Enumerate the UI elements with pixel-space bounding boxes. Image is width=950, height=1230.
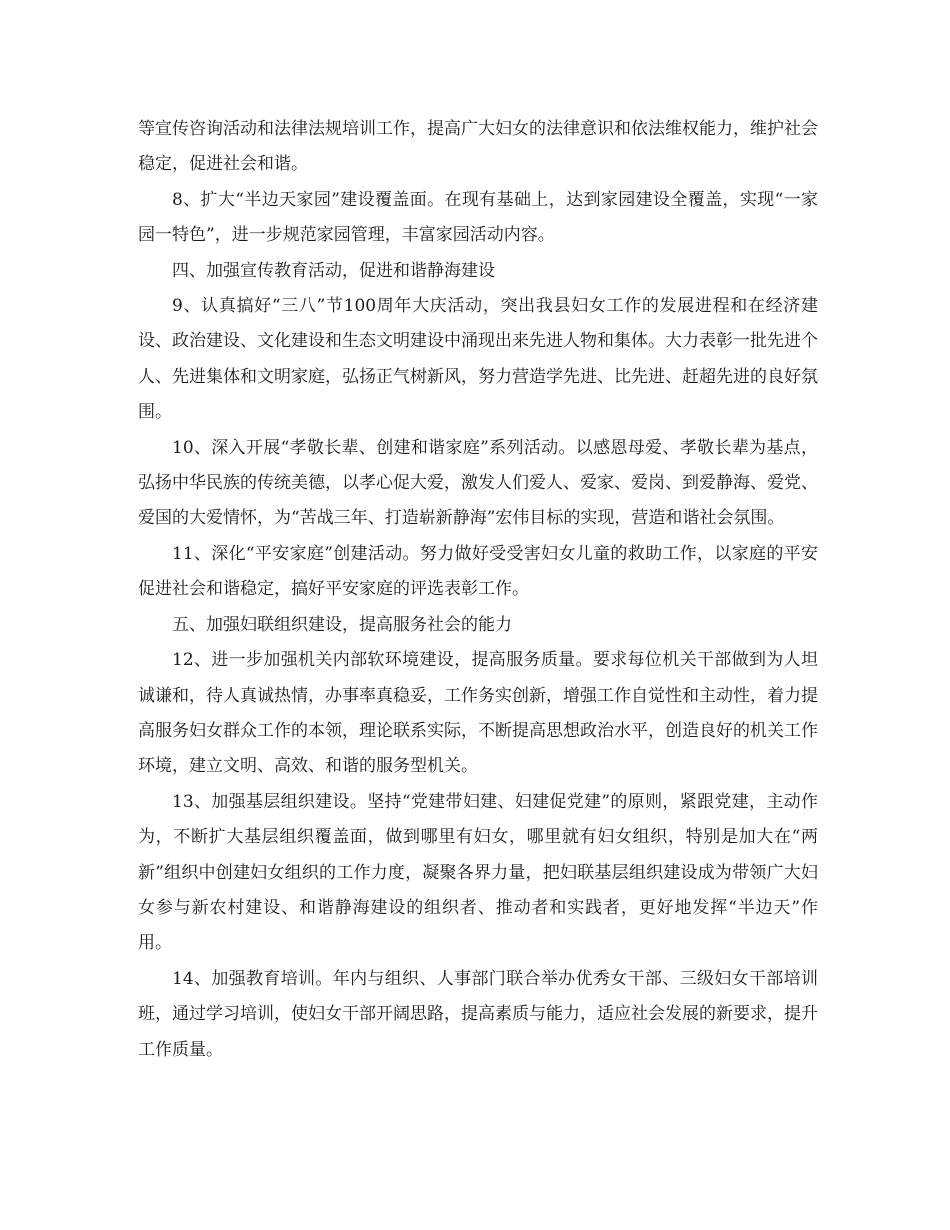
paragraph-item-8: 8、扩大“半边天家园”建设覆盖面。在现有基础上，达到家园建设全覆盖，实现“一家园一特色”，进一步规范家园管理，丰富家园活动内容。 bbox=[138, 189, 818, 246]
paragraph-item-11: 11、深化“平安家庭”创建活动。努力做好受受害妇女儿童的救助工作，以家庭的平安促进社会和谐稳定，搞好平安家庭的评选表彰工作。 bbox=[138, 543, 818, 600]
paragraph-item-12: 12、进一步加强机关内部软环境建设，提高服务质量。要求每位机关干部做到为人坦诚谦和，待人真诚热情，办事率真稳妥，工作务实创新，增强工作自觉性和主动性，着力提高服务妇女群众工作的本领，理论联系实际，不断提高思想政治水平，创造良好的机关工作环境，建立文明、高效、和谐的服务型机关。 bbox=[138, 650, 818, 777]
section-heading-4: 四、加强宣传教育活动，促进和谐静海建设 bbox=[172, 260, 495, 281]
paragraph-continuation: 等宣传咨询活动和法律法规培训工作，提高广大妇女的法律意识和依法维权能力，维护社会稳定，促进社会和谐。 bbox=[138, 119, 818, 175]
document-body bbox=[138, 112, 818, 1068]
section-heading-5: 五、加强妇联组织建设，提高服务社会的能力 bbox=[172, 614, 512, 635]
paragraph-item-10: 10、深入开展“孝敬长辈、创建和谐家庭”系列活动。以感恩母爱、孝敬长辈为基点，弘扬中华民族的传统美德，以孝心促大爱，激发人们爱人、爱家、爱岗、到爱静海、爱党、爱国的大爱情怀，为“苦战三年、打造崭新静海”宏伟目标的实现，营造和谐社会氛围。 bbox=[138, 437, 818, 529]
paragraph-item-9: 9、认真搞好“三八”节100周年大庆活动，突出我县妇女工作的发展进程和在经济建设、政治建设、文化建设和生态文明建设中涌现出来先进人物和集体。大力表彰一批先进个人、先进集体和文明家庭，弘扬正气树新风，努力营造学先进、比先进、赶超先进的良好氛围。 bbox=[138, 296, 818, 423]
paragraph-item-14: 14、加强教育培训。年内与组织、人事部门联合举办优秀女干部、三级妇女干部培训班，通过学习培训，使妇女干部开阔思路，提高素质与能力，适应社会发展的新要求，提升工作质量。 bbox=[138, 968, 818, 1060]
paragraph-item-13: 13、加强基层组织建设。坚持“党建带妇建、妇建促党建”的原则，紧跟党建，主动作为，不断扩大基层组织覆盖面，做到哪里有妇女，哪里就有妇女组织，特别是加大在“两新”组织中创建妇女组织的工作力度，凝聚各界力量，把妇联基层组织建设成为带领广大妇女参与新农村建设、和谐静海建设的组织者、推动者和实践者，更好地发挥“半边天”作用。 bbox=[138, 791, 818, 954]
